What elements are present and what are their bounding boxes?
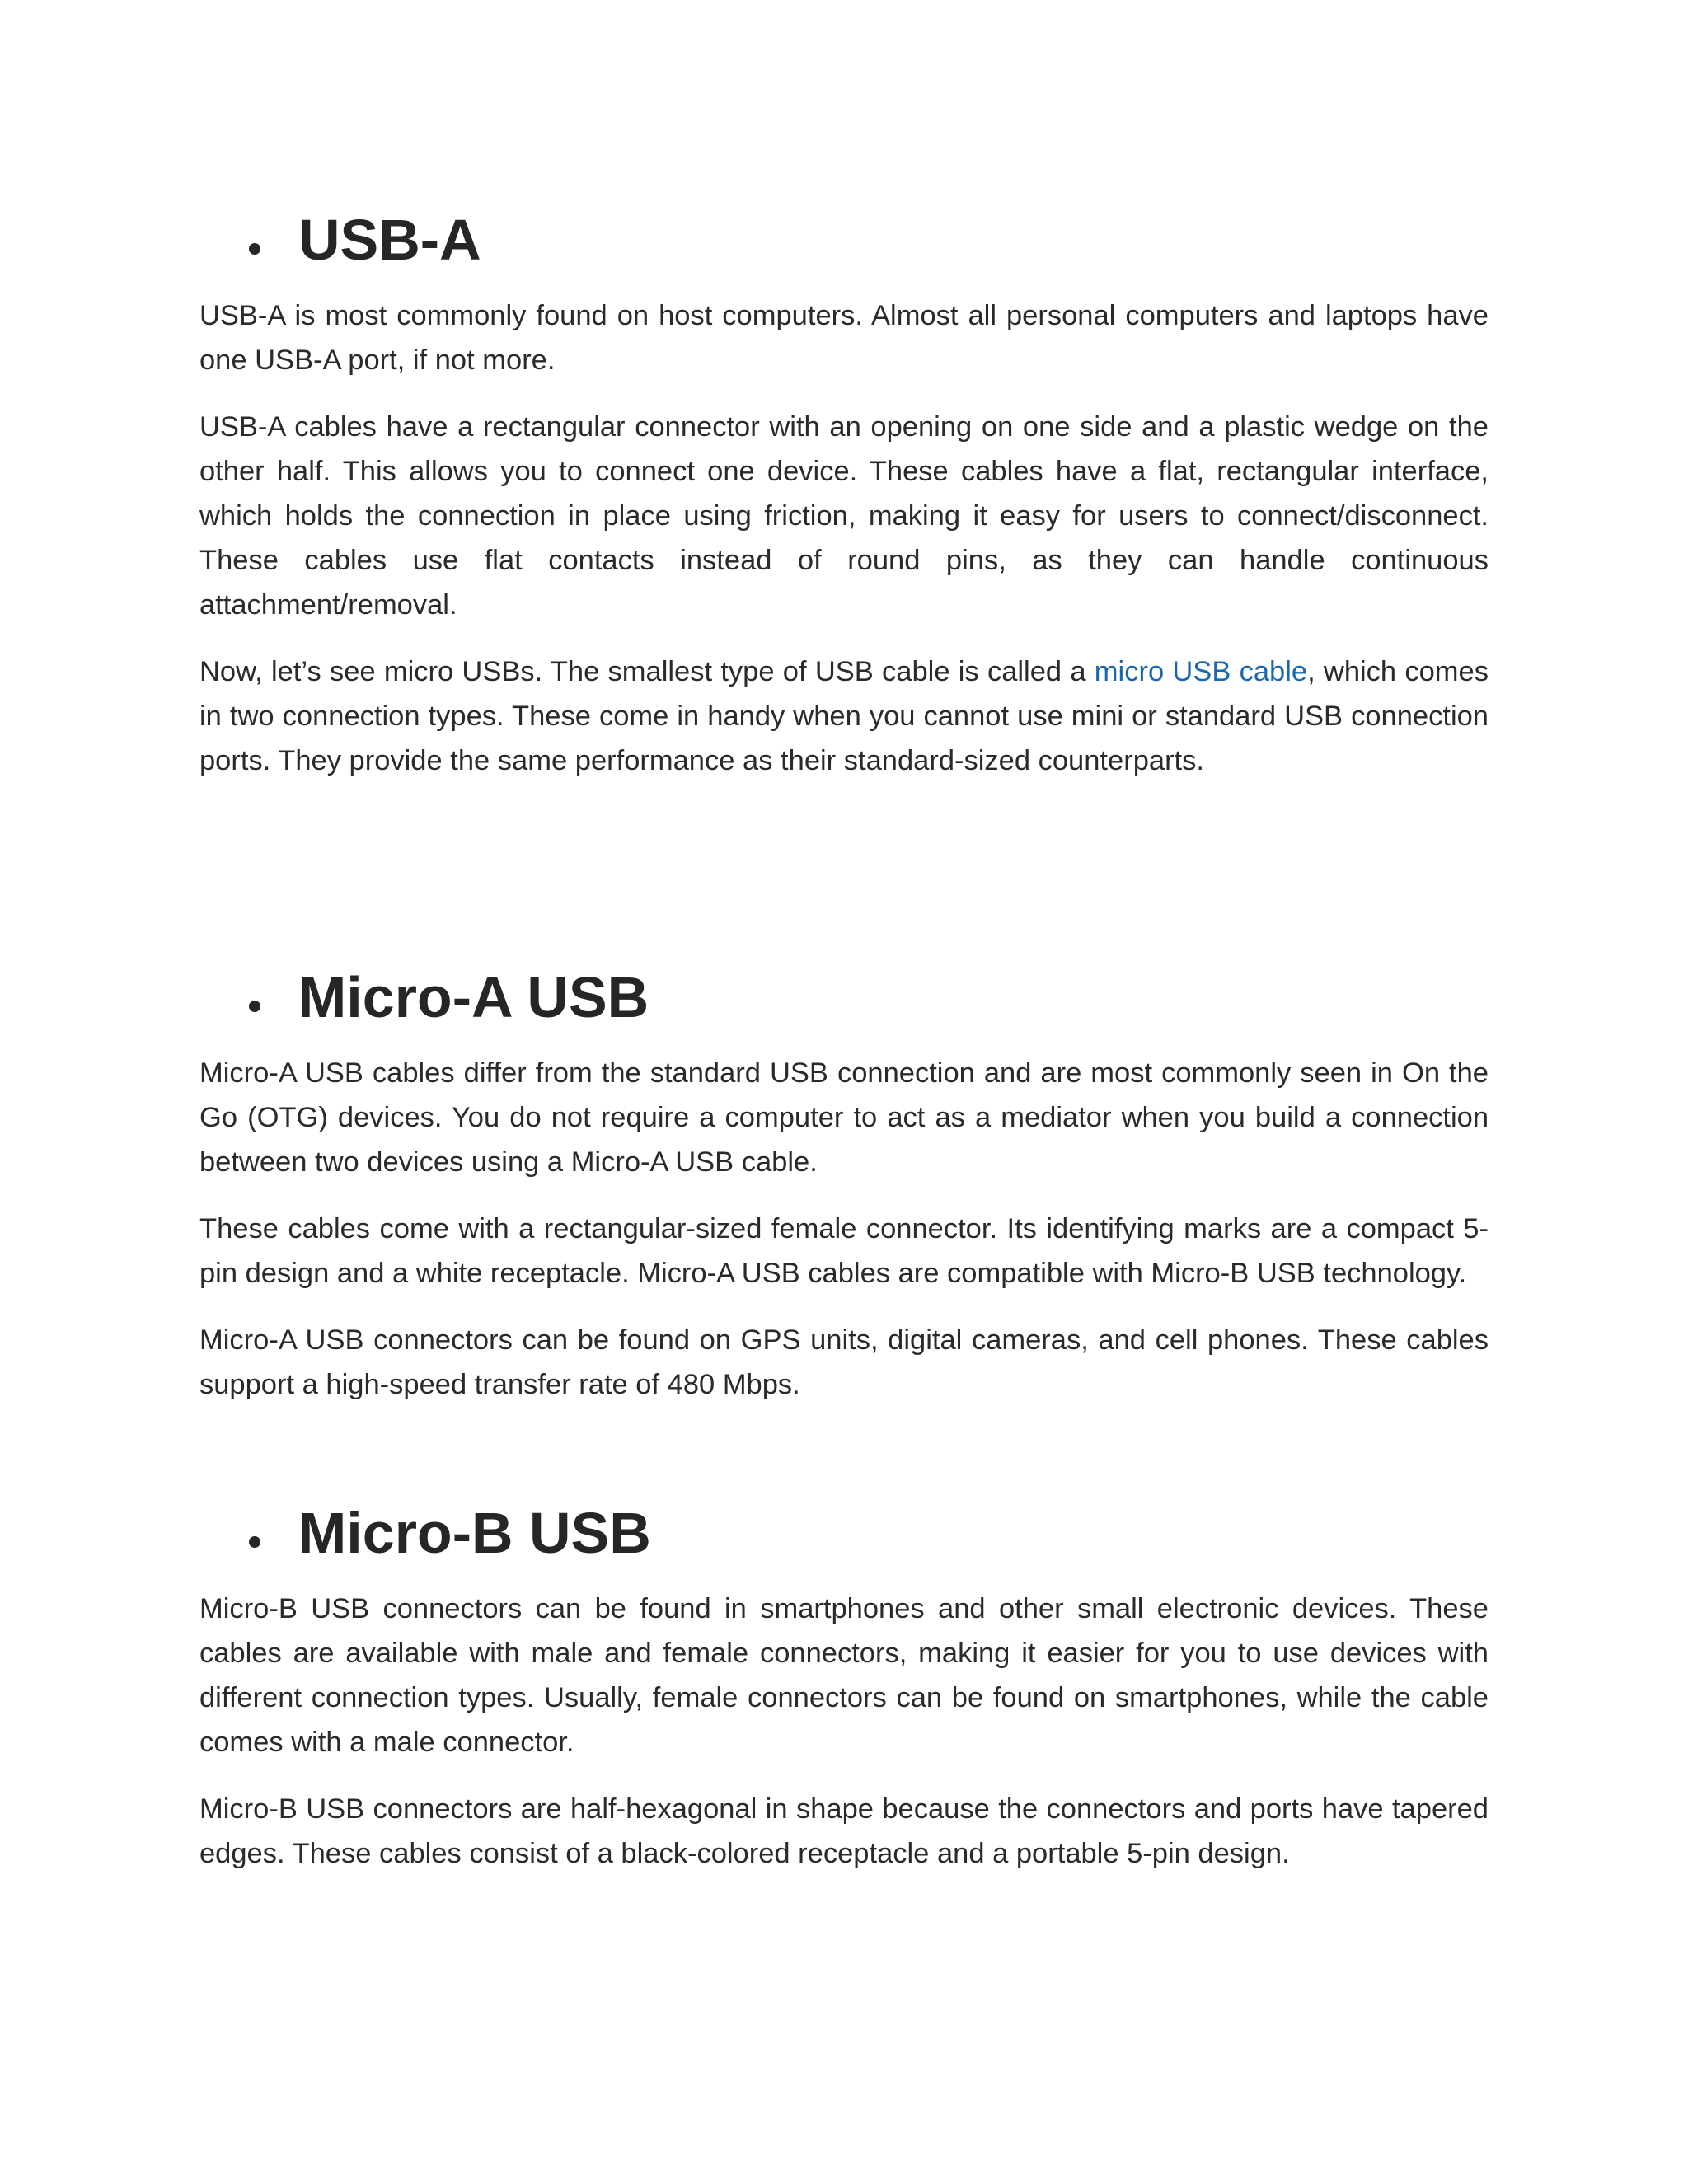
paragraph: USB-A cables have a rectangular connector with an opening on one side and a plastic wedge on the other half. This allows you to connect one device. These cables have a flat, rectangular interface, which holds the connection in place using friction, making it easy for users to connect/disconnect. These cables use flat contacts instead of round pins, as they can handle continuous attachment/removal. <box>199 411 1489 621</box>
section-heading <box>199 960 1489 1034</box>
paragraph: Micro-B USB connectors can be found in smartphones and other small electronic devices. These cables are available with male and female connectors, making it easier for you to use devices with different connection types. Usually, female connectors can be found on smartphones, while the cable comes with a male connector. <box>199 1593 1489 1758</box>
paragraph: USB-A is most commonly found on host computers. Almost all personal computers and laptops have one USB-A port, if not more. <box>199 300 1489 376</box>
paragraph: Micro-A USB connectors can be found on GPS units, digital cameras, and cell phones. These cables support a high-speed transfer rate of 480 Mbps. <box>199 1324 1489 1400</box>
heading-text: Micro-B USB <box>298 1501 651 1565</box>
section-heading <box>199 203 1489 277</box>
paragraph-text: Now, let’s see micro USBs. The smallest type of USB cable is called a <box>199 656 1095 687</box>
bullet-icon <box>249 243 260 255</box>
paragraph-with-link <box>199 649 1489 783</box>
section-usb-a <box>199 203 1489 805</box>
micro-usb-cable-link[interactable]: micro USB cable <box>1094 656 1308 687</box>
heading-text: Micro-A USB <box>298 965 649 1029</box>
section-heading <box>199 1496 1489 1570</box>
paragraph: Micro-B USB connectors are half-hexagonal in shape because the connectors and ports have tapered edges. These cables consist of a black-colored receptacle and a portable 5-pin design. <box>199 1793 1489 1869</box>
section-micro-b-usb <box>199 1496 1489 1898</box>
paragraph: Micro-A USB cables differ from the standard USB connection and are most commonly seen in On the Go (OTG) devices. You do not require a computer to act as a mediator when you build a connection between two devices using a Micro-A USB cable. <box>199 1057 1489 1178</box>
heading-text: USB-A <box>298 208 481 272</box>
bullet-icon <box>249 1536 260 1548</box>
bullet-icon <box>249 1001 260 1012</box>
paragraph: These cables come with a rectangular-sized female connector. Its identifying marks are a compact 5-pin design and a white receptacle. Micro-A USB cables are compatible with Micro-B USB technology. <box>199 1213 1489 1289</box>
paragraph-text: , which comes in two connection types. These come in handy when you cannot use mini or standard USB connection ports. They provide the same performance as their standard-sized counterparts. <box>199 656 1489 776</box>
section-micro-a-usb <box>199 960 1489 1429</box>
